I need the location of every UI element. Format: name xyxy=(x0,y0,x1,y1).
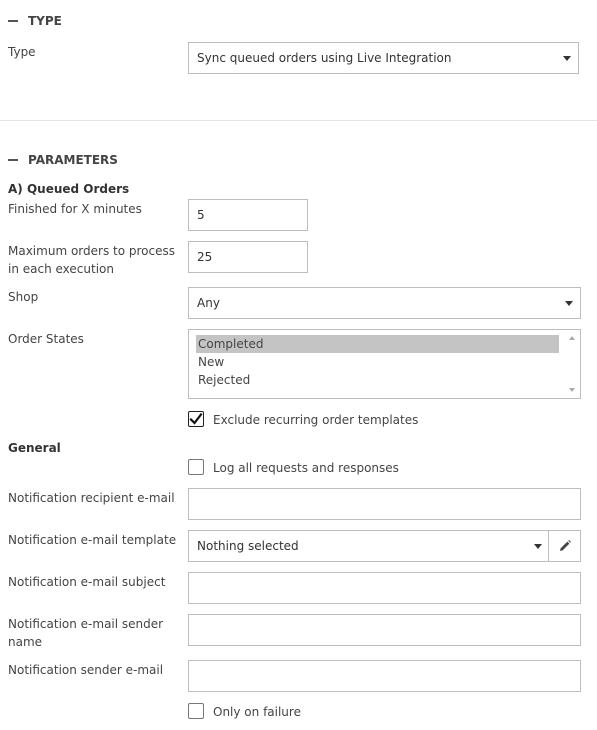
max-orders-value: 25 xyxy=(197,250,213,264)
type-section-header[interactable] xyxy=(8,14,62,28)
caret-down-icon xyxy=(565,301,573,306)
order-state-option[interactable]: Rejected xyxy=(198,373,251,387)
finished-minutes-value: 5 xyxy=(197,208,205,222)
recipient-email-input[interactable] xyxy=(188,488,581,520)
listbox-scrollbar[interactable] xyxy=(566,330,580,398)
exclude-recurring-checkbox[interactable] xyxy=(188,411,204,427)
type-label: Type xyxy=(8,45,36,59)
max-orders-input[interactable] xyxy=(188,241,308,273)
subject-input[interactable] xyxy=(188,572,581,604)
type-section-title: TYPE xyxy=(28,14,62,28)
edit-template-button[interactable] xyxy=(548,530,581,562)
template-select[interactable] xyxy=(188,530,549,562)
caret-down-icon xyxy=(534,544,542,549)
shop-select[interactable] xyxy=(188,287,581,319)
exclude-recurring-label: Exclude recurring order templates xyxy=(213,413,419,427)
sender-name-label-line2: name xyxy=(8,635,43,649)
order-states-label: Order States xyxy=(8,332,84,346)
recipient-label: Notification recipient e-mail xyxy=(8,491,175,505)
order-state-option[interactable]: Completed xyxy=(196,335,559,353)
template-select-value: Nothing selected xyxy=(197,539,299,553)
section-divider xyxy=(0,120,597,121)
minus-icon xyxy=(8,159,18,161)
checkmark-icon xyxy=(188,411,204,427)
pencil-icon xyxy=(558,539,572,553)
log-all-label: Log all requests and responses xyxy=(213,461,399,475)
log-all-checkbox[interactable] xyxy=(188,459,204,475)
type-select[interactable] xyxy=(188,42,579,74)
sender-email-input[interactable] xyxy=(188,660,581,692)
finished-minutes-input[interactable] xyxy=(188,199,308,231)
sender-name-label xyxy=(8,615,180,651)
max-orders-label-line1: Maximum orders to process xyxy=(8,244,175,258)
subject-label: Notification e-mail subject xyxy=(8,575,166,589)
minus-icon xyxy=(8,20,18,22)
parameters-section-title: PARAMETERS xyxy=(28,153,118,167)
template-label: Notification e-mail template xyxy=(8,533,177,547)
max-orders-label xyxy=(8,242,180,278)
caret-down-icon xyxy=(563,56,571,61)
sender-name-label-line1: Notification e-mail sender xyxy=(8,617,164,631)
queued-orders-heading: A) Queued Orders xyxy=(8,182,130,196)
parameters-section-header[interactable] xyxy=(8,153,118,167)
scroll-up-icon[interactable] xyxy=(569,336,575,340)
max-orders-label-line2: in each execution xyxy=(8,262,114,276)
order-state-option[interactable]: New xyxy=(198,355,225,369)
only-on-failure-label: Only on failure xyxy=(213,705,301,719)
scroll-down-icon[interactable] xyxy=(569,388,575,392)
finished-label: Finished for X minutes xyxy=(8,202,142,216)
sender-name-input[interactable] xyxy=(188,614,581,646)
sender-email-label: Notification sender e-mail xyxy=(8,663,164,677)
shop-label: Shop xyxy=(8,290,39,304)
type-select-value: Sync queued orders using Live Integration xyxy=(197,51,452,65)
general-heading: General xyxy=(8,441,61,455)
order-states-listbox[interactable] xyxy=(188,329,581,399)
shop-select-value: Any xyxy=(197,296,220,310)
only-on-failure-checkbox[interactable] xyxy=(188,703,204,719)
